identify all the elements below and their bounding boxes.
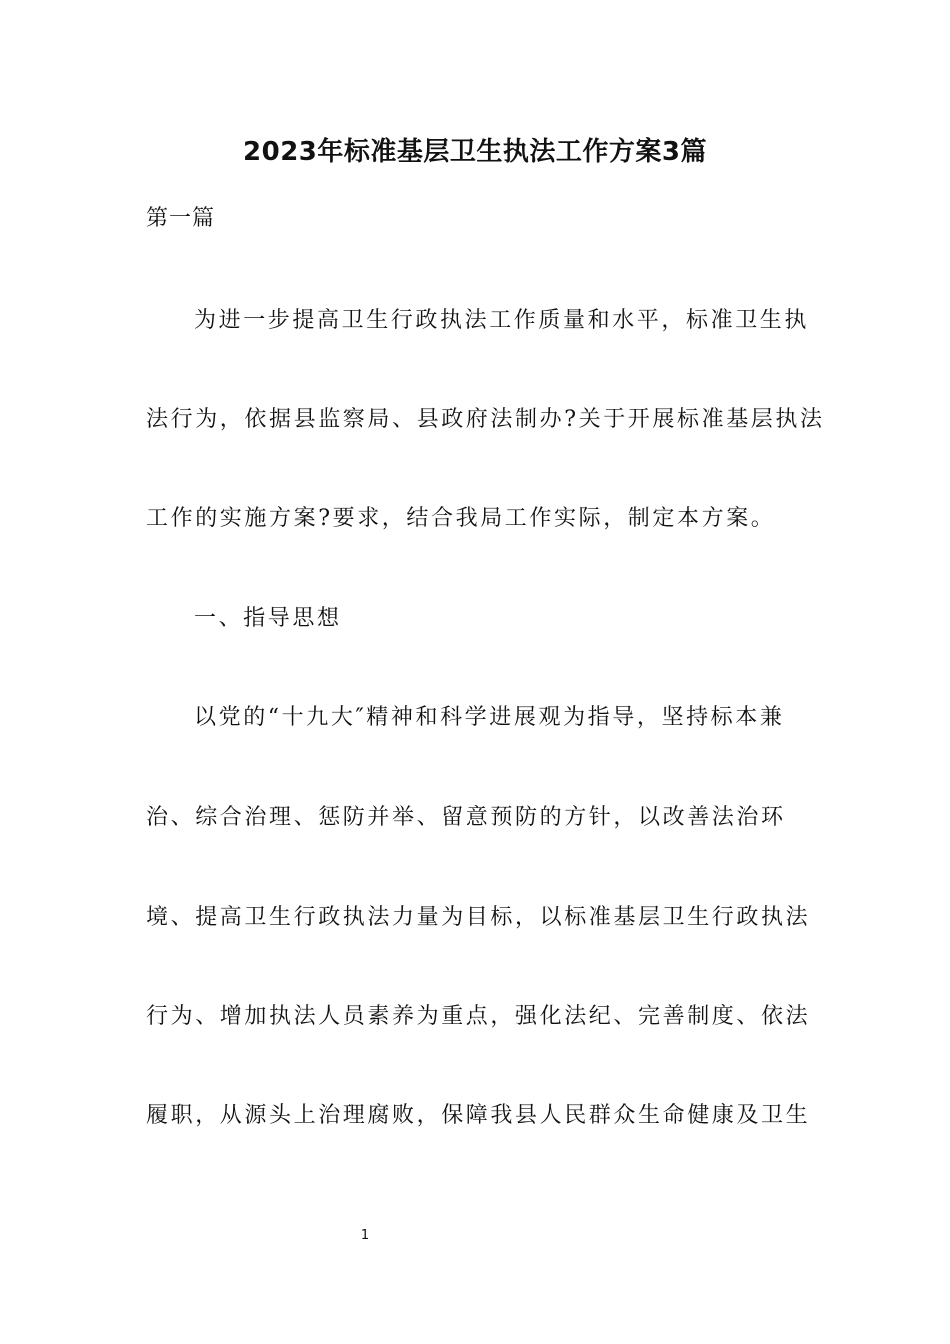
paragraph-2-line-1: 以党的“十九大″精神和科学进展观为指导，坚持标本兼 bbox=[194, 705, 785, 730]
paragraph-1-line-3: 工作的实施方案?要求，结合我局工作实际，制定本方案。 bbox=[146, 506, 776, 531]
paragraph-2-line-2: 治、综合治理、惩防并举、留意预防的方针，以改善法治环 bbox=[146, 805, 786, 830]
page-number: 1 bbox=[360, 1228, 370, 1243]
document-title: 2023年标准基层卫生执法工作方案3篇 bbox=[243, 137, 707, 167]
paragraph-1-line-2: 法行为，依据县监察局、县政府法制办?关于开展标准基层执法 bbox=[146, 407, 825, 432]
heading-guiding-ideology: 一、指导思想 bbox=[194, 606, 342, 631]
paragraph-2-line-4: 行为、增加执法人员素养为重点，强化法纪、完善制度、依法 bbox=[146, 1004, 811, 1029]
paragraph-1-line-1: 为进一步提高卫生行政执法工作质量和水平，标准卫生执 bbox=[194, 308, 810, 333]
section-label: 第一篇 bbox=[146, 206, 216, 231]
paragraph-2-line-3: 境、提高卫生行政执法力量为目标，以标准基层卫生行政执法 bbox=[146, 905, 811, 930]
paragraph-2-line-5: 履职，从源头上治理腐败，保障我县人民群众生命健康及卫生 bbox=[146, 1103, 811, 1128]
